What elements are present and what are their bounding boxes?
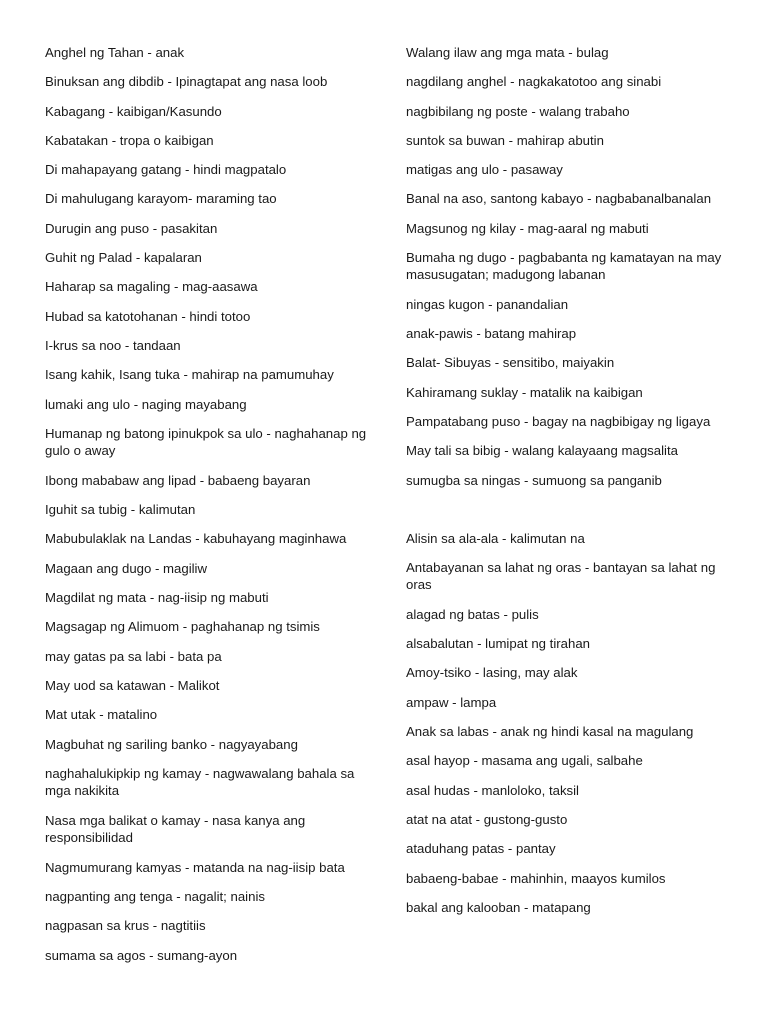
idiom-entry: Amoy-tsiko - lasing, may alak: [406, 665, 578, 681]
idiom-entry: Anghel ng Tahan - anak: [45, 45, 185, 60]
idiom-entry: naghahalukipkip ng kamay - nagwawalang bahala sa mga nakikita: [45, 765, 355, 798]
idiom-entry: Guhit ng Palad - kapalaran: [45, 250, 202, 266]
idiom-entry: May uod sa katawan - Malikot: [45, 677, 220, 693]
idiom-entry: babaeng-babae - mahinhin, maayos kumilos: [406, 870, 666, 886]
idiom-entry: Mabubulaklak na Landas - kabuhayang maginhawa: [45, 531, 347, 547]
idiom-entry: Magaan ang dugo - magiliw: [45, 560, 208, 576]
idiom-entry: Ibong mababaw ang lipad - babaeng bayaran: [45, 472, 311, 488]
idiom-entry: Walang ilaw ang mga mata - bulag: [406, 45, 609, 60]
idiom-entry: may gatas pa sa labi - bata pa: [45, 648, 222, 664]
idiom-entry: sumugba sa ningas - sumuong sa panganib: [406, 472, 662, 488]
idiom-entry: Durugin ang puso - pasakitan: [45, 220, 218, 236]
idiom-entry: alagad ng batas - pulis: [406, 606, 539, 622]
idiom-entry: Nagmumurang kamyas - matanda na nag-iisip bata: [45, 859, 345, 875]
idiom-entry: ataduhang patas - pantay: [406, 841, 556, 857]
idiom-entry: Di mahapayang gatang - hindi magpatalo: [45, 162, 287, 178]
idiom-entry: asal hudas - manloloko, taksil: [406, 782, 579, 798]
idiom-entry: Bumaha ng dugo - pagbabanta ng kamatayan na may masusugatan; madugong labanan: [406, 250, 722, 283]
idiom-entry: Magsunog ng kilay - mag-aaral ng mabuti: [406, 220, 649, 236]
idiom-entry: lumaki ang ulo - naging mayabang: [45, 396, 247, 412]
idiom-entry: nagdilang anghel - nagkakatotoo ang sinabi: [406, 74, 662, 90]
idiom-entry: Binuksan ang dibdib - Ipinagtapat ang nasa loob: [45, 74, 328, 90]
idiom-entry: Pampatabang puso - bagay na nagbibigay ng ligaya: [406, 413, 711, 429]
idiom-entry: Antabayanan sa lahat ng oras - bantayan sa lahat ng oras: [406, 560, 716, 593]
idiom-entry: alsabalutan - lumipat ng tirahan: [406, 636, 591, 652]
right-column: [406, 44, 741, 928]
idiom-entry: Hubad sa katotohanan - hindi totoo: [45, 308, 251, 324]
idiom-entry: Di mahulugang karayom- maraming tao: [45, 191, 277, 207]
idiom-entry: Kabagang - kaibigan/Kasundo: [45, 103, 222, 119]
idiom-entry: Alisin sa ala-ala - kalimutan na: [406, 531, 585, 547]
idiom-entry: Kabatakan - tropa o kaibigan: [45, 132, 214, 148]
idiom-entry: anak-pawis - batang mahirap: [406, 326, 577, 342]
idiom-entry: atat na atat - gustong-gusto: [406, 811, 568, 827]
idiom-entry: suntok sa buwan - mahirap abutin: [406, 132, 604, 148]
section-gap: [406, 501, 741, 530]
idiom-entry: ningas kugon - panandalian: [406, 296, 569, 312]
idiom-entry: Magdilat ng mata - nag-iisip ng mabuti: [45, 590, 269, 606]
idiom-entry: nagbibilang ng poste - walang trabaho: [406, 103, 630, 119]
idiom-entry: May tali sa bibig - walang kalayaang magsalita: [406, 443, 678, 459]
left-column: [45, 44, 375, 976]
idiom-entry: ampaw - lampa: [406, 694, 497, 710]
idiom-entry: Nasa mga balikat o kamay - nasa kanya ang responsibilidad: [45, 812, 306, 845]
idiom-entry: Iguhit sa tubig - kalimutan: [45, 502, 196, 518]
idiom-entry: sumama sa agos - sumang-ayon: [45, 947, 238, 963]
idiom-entry: Magsagap ng Alimuom - paghahanap ng tsimis: [45, 619, 320, 635]
idiom-entry: Magbuhat ng sariling banko - nagyayabang: [45, 736, 298, 752]
idiom-entry: nagpasan sa krus - nagtitiis: [45, 918, 206, 934]
idiom-entry: asal hayop - masama ang ugali, salbahe: [406, 753, 643, 769]
idiom-entry: Mat utak - matalino: [45, 707, 158, 723]
idiom-entry: Humanap ng batong ipinukpok sa ulo - naghahanap ng gulo o away: [45, 425, 367, 458]
idiom-entry: matigas ang ulo - pasaway: [406, 162, 563, 178]
idiom-entry: nagpanting ang tenga - nagalit; nainis: [45, 889, 265, 905]
idiom-entry: Banal na aso, santong kabayo - nagbabanalbanalan: [406, 191, 712, 207]
idiom-entry: Kahiramang suklay - matalik na kaibigan: [406, 384, 643, 400]
idiom-entry: Balat- Sibuyas - sensitibo, maiyakin: [406, 355, 615, 371]
idiom-entry: Isang kahik, Isang tuka - mahirap na pamumuhay: [45, 367, 334, 383]
idiom-entry: Haharap sa magaling - mag-aasawa: [45, 279, 258, 295]
idiom-entry: bakal ang kalooban - matapang: [406, 899, 591, 915]
idiom-entry: I-krus sa noo - tandaan: [45, 337, 181, 353]
idiom-entry: Anak sa labas - anak ng hindi kasal na magulang: [406, 724, 694, 740]
